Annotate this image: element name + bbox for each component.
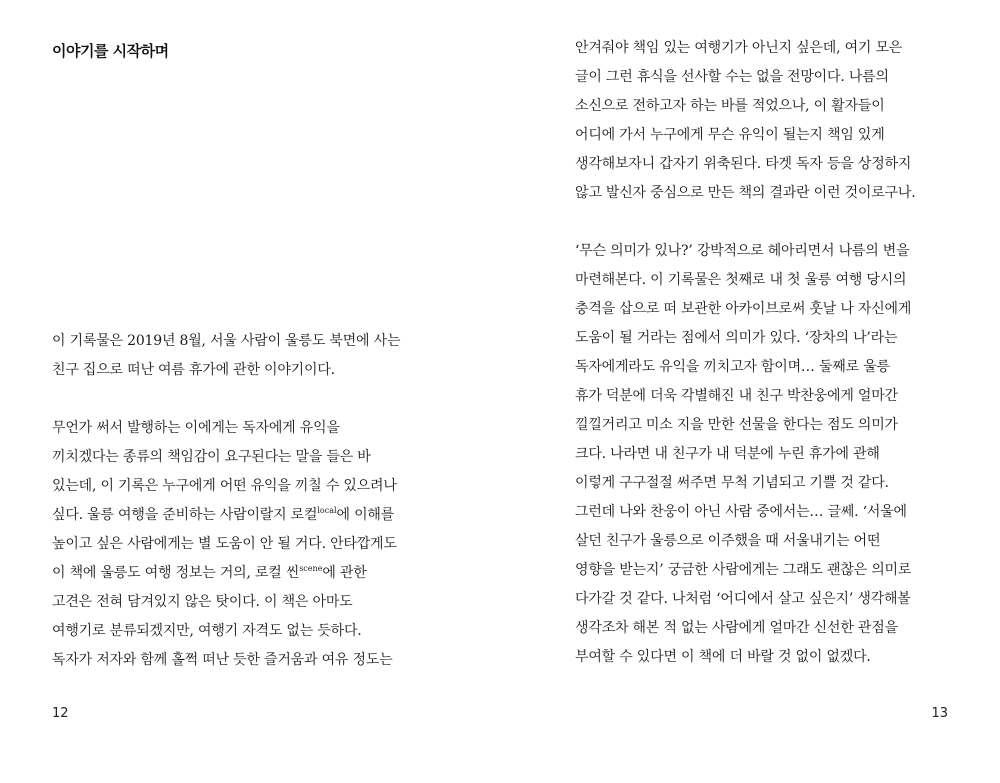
text-line: 살던 친구가 울릉으로 이주했을 때 서울내기는 어떤 [575,533,881,549]
text-line: 독자에게라도 유익을 끼치고자 함이며… 둘째로 울릉 [575,359,890,375]
text-line: 낄낄거리고 미소 지을 만한 선물을 한다는 점도 의미가 [575,417,898,433]
superscript-note: local [317,506,337,515]
text-line: 글이 그런 휴식을 선사할 수는 없을 전망이다. 나름의 [575,69,889,85]
text-line: ‘무슨 의미가 있나?’ 강박적으로 헤아리면서 나름의 변을 [575,243,910,259]
right-page [500,0,1000,783]
text-line: 생각조차 해본 적 없는 사람에게 얼마간 신선한 관점을 [575,620,898,636]
text-line: 높이고 싶은 사람에게는 별 도움이 안 될 거다. 안타깝게도 [52,536,397,552]
text-line: 무언가 써서 발행하는 이에게는 독자에게 유익을 [52,420,340,436]
text-line: 충격을 삽으로 떠 보관한 아카이브로써 훗날 나 자신에게 [575,301,912,317]
text-line: 소신으로 전하고자 하는 바를 적었으나, 이 활자들이 [575,98,885,114]
text-line: 도움이 될 거라는 점에서 의미가 있다. ‘장차의 나’라는 [575,330,898,346]
left-body-text [52,327,400,675]
text-line: 여행기로 분류되겠지만, 여행기 자격도 없는 듯하다. [52,623,362,639]
text-line: 끼치겠다는 종류의 책임감이 요구된다는 말을 들은 바 [52,449,371,465]
text-segment: 이 책에 울릉도 여행 정보는 거의, 로컬 씬 [52,565,300,581]
paragraph-gap [52,385,400,414]
text-line: 않고 발신자 중심으로 만든 책의 결과란 이런 것이로구나. [575,185,916,201]
text-line: 이렇게 구구절절 써주면 무척 기념되고 기쁠 것 같다. [575,475,889,491]
text-line: 부여할 수 있다면 이 책에 더 바랄 것 없이 없겠다. [575,649,871,665]
text-line: 고견은 전혀 담겨있지 않은 탓이다. 이 책은 아마도 [52,594,353,610]
text-line: 이 기록물은 2019년 8월, 서울 사람이 울릉도 북면에 사는 [52,333,401,349]
superscript-note: scene [299,564,323,573]
text-line: 어디에 가서 누구에게 무슨 유익이 될는지 책임 있게 [575,127,885,143]
page-number-left: 12 [52,706,69,721]
text-line: 마련해본다. 이 기록물은 첫째로 내 첫 울릉 여행 당시의 [575,272,907,288]
text-line: 크다. 나라면 내 친구가 내 덕분에 누린 휴가에 관해 [575,446,880,462]
paragraph-gap [575,208,915,237]
text-line: 안겨줘야 책임 있는 여행기가 아닌지 싶은데, 여기 모은 [575,40,903,56]
page-number-right: 13 [931,706,948,721]
text-line: 휴가 덕분에 더욱 각별해진 내 친구 박찬웅에게 얼마간 [575,388,898,404]
right-body-text [575,34,915,672]
text-segment: 싶다. 울릉 여행을 준비하는 사람이랄지 로컬 [52,507,318,523]
text-line: 그런데 나와 찬웅이 아닌 사람 중에서는… 글쎄. ‘서울에 [575,504,907,520]
text-line: 영향을 받는지’ 궁금한 사람에게는 그래도 괜찮은 의미로 [575,562,912,578]
text-line-with-note [52,501,400,530]
text-line-with-note [52,559,400,588]
text-segment: 에 관한 [322,565,367,581]
text-line: 생각해보자니 갑자기 위축된다. 타겟 독자 등을 상정하지 [575,156,912,172]
text-segment: 에 이해를 [336,507,395,523]
text-line: 독자가 저자와 함께 홀쩍 떠난 듯한 즐거움과 여유 정도는 [52,652,393,668]
text-line: 친구 집으로 떠난 여름 휴가에 관한 이야기이다. [52,362,335,378]
chapter-title: 이야기를 시작하며 [52,42,169,60]
text-line: 다가갈 것 같다. 나처럼 ‘어디에서 살고 싶은지’ 생각해볼 [575,591,911,607]
text-line: 있는데, 이 기록은 누구에게 어떤 유익을 끼칠 수 있으려나 [52,478,397,494]
